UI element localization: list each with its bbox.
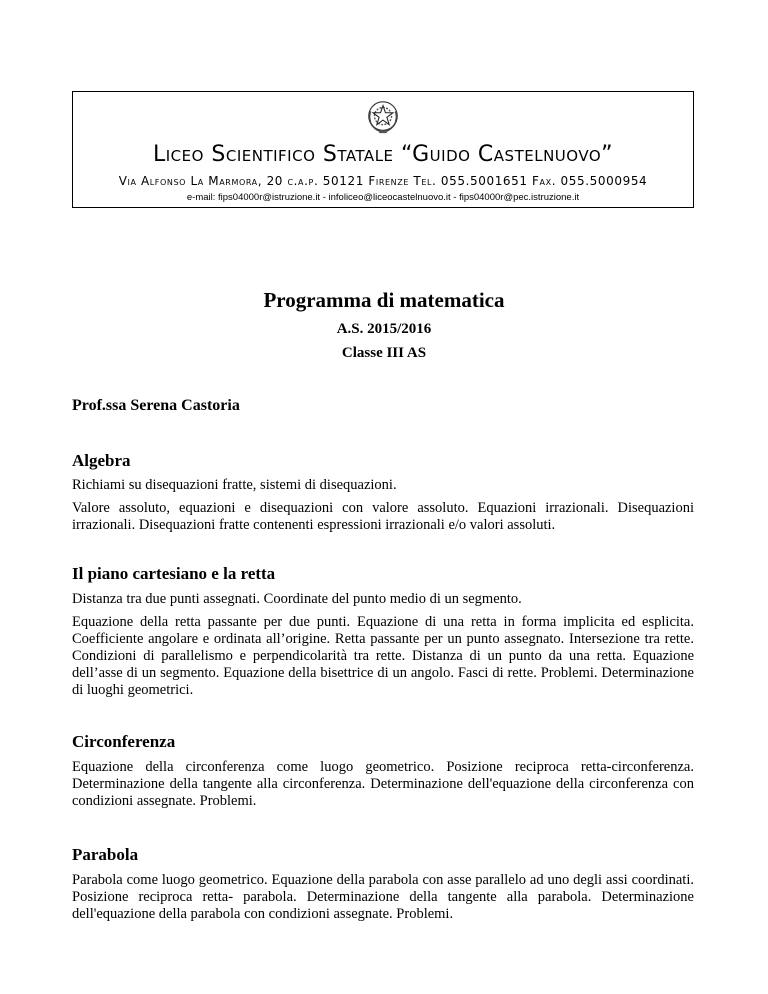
class-name: Classe III AS — [341, 345, 427, 361]
section-paragraph: Valore assoluto, equazioni e disequazioni con valore assoluto. Equazioni irrazionali. Disequazioni irrazionali. Disequazioni fratte contenenti espressioni irrazionali e/o valori assoluti. — [72, 500, 694, 533]
section-heading-parabola: Parabola — [72, 845, 139, 864]
italian-republic-emblem-icon — [364, 98, 402, 136]
section-paragraph: Equazione della retta passante per due punti. Equazione di una retta in forma implicita ed esplicita. Coefficiente angolare e ordinata all’origine. Retta passante per un punto assegnato. Intersezione tra rette. Condizioni di parallelismo e perpendicolarità tra rette. Distanza di un punto da una retta. Equazione dell’asse di un segmento. Equazione della bisettrice di un angolo. Fasci di rette. Problemi. Determinazione di luoghi geometrici. — [72, 614, 694, 698]
school-contacts: e-mail: fips04000r@istruzione.it - infoliceo@liceocastelnuovo.it - fips04000r@pec.istruzione.it — [186, 192, 580, 203]
section-heading-piano-cartesiano: Il piano cartesiano e la retta — [72, 564, 276, 583]
school-year: A.S. 2015/2016 — [336, 321, 432, 337]
letterhead — [72, 91, 694, 208]
section-heading-algebra: Algebra — [72, 451, 131, 470]
teacher-name: Prof.ssa Serena Castoria — [72, 397, 240, 414]
section-paragraph: Equazione della circonferenza come luogo geometrico. Posizione reciproca retta-circonferenza. Determinazione della tangente alla circonferenza. Determinazione dell'equazione della circonferenza con condizioni assegnate. Problemi. — [72, 759, 694, 809]
section-paragraph: Parabola come luogo geometrico. Equazione della parabola con asse parallelo ad uno degli assi coordinati. Posizione reciproca retta- parabola. Determinazione della tangente alla parabola. Determinazione dell'equazione della parabola con condizioni assegnate. Problemi. — [72, 872, 694, 922]
school-address: Via Alfonso La Marmora, 20 c.a.p. 50121 Firenze Tel. 055.5001651 Fax. 055.5000954 — [118, 174, 648, 188]
document-title: Programma di matematica — [263, 288, 505, 312]
section-heading-circonferenza: Circonferenza — [72, 732, 176, 751]
section-paragraph: Distanza tra due punti assegnati. Coordinate del punto medio di un segmento. — [72, 591, 522, 607]
school-name: Liceo Scientifico Statale “Guido Castelnuovo” — [152, 142, 614, 167]
section-paragraph: Richiami su disequazioni fratte, sistemi di disequazioni. — [72, 477, 397, 493]
